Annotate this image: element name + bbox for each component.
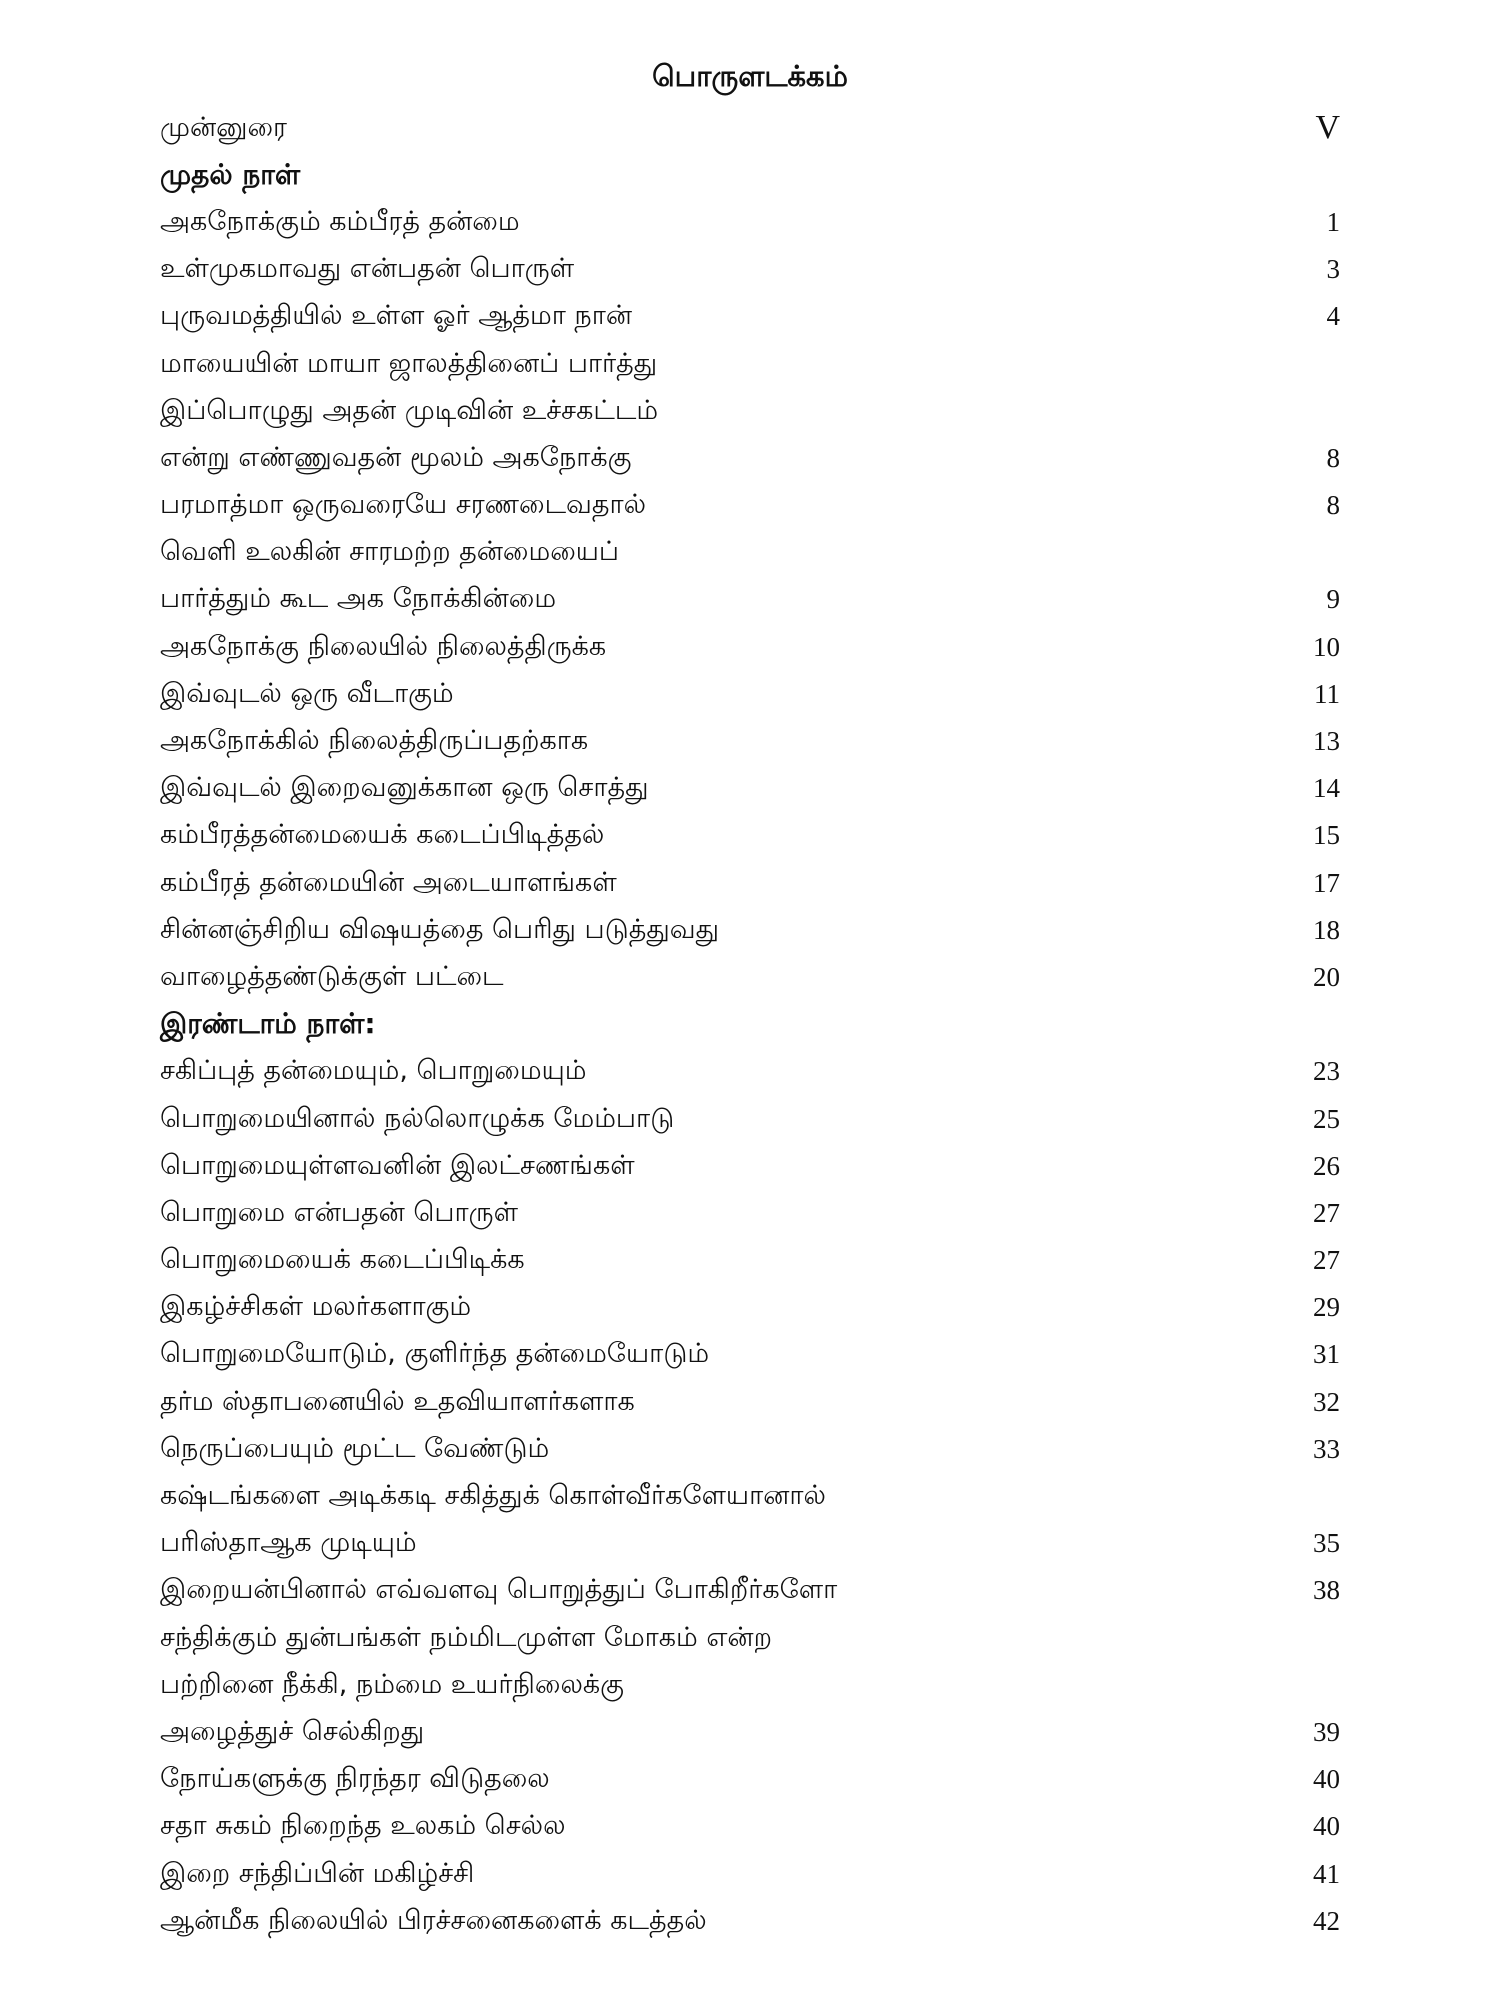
toc-page-number: 27: [1313, 1245, 1340, 1276]
toc-entry-title: இரண்டாம் நாள்:: [160, 1007, 376, 1041]
toc-entry-title: இறையன்பினால் எவ்வளவு பொறுத்துப் போகிறீர்களோ: [160, 1574, 838, 1606]
toc-entry: [160, 1142, 1340, 1189]
toc-entry-title: இகழ்ச்சிகள் மலர்களாகும்: [160, 1291, 472, 1323]
toc-entry-title: சதா சுகம் நிறைந்த உலகம் செல்ல: [160, 1810, 566, 1842]
toc-entry-title: புருவமத்தியில் உள்ள ஓர் ஆத்மா நான்: [160, 300, 632, 332]
toc-entry: [160, 482, 1340, 529]
toc-entry: [160, 1520, 1340, 1567]
toc-page-number: 33: [1313, 1433, 1340, 1464]
toc-entry-title: பரமாத்மா ஒருவரையே சரணடைவதால்: [160, 489, 646, 521]
toc-page-number: 8: [1326, 442, 1340, 473]
toc-entry: [160, 906, 1340, 953]
toc-entry: [160, 1378, 1340, 1425]
toc-entry-title: கம்பீரத்தன்மையைக் கடைப்பிடித்தல்: [160, 819, 605, 851]
toc-page-number: 40: [1313, 1764, 1340, 1795]
toc-entry-title: ஆன்மீக நிலையில் பிரச்சனைகளைக் கடத்தல்: [160, 1904, 707, 1936]
toc-entry: [160, 1189, 1340, 1236]
toc-entry: [160, 387, 1340, 434]
toc-entry-title: கஷ்டங்களை அடிக்கடி சகித்துக் கொள்வீர்களேயானால்: [160, 1480, 826, 1512]
section-heading: [160, 151, 1340, 198]
toc-entry-title: இவ்வுடல் ஒரு வீடாகும்: [160, 677, 454, 709]
toc-page-number: 15: [1313, 820, 1340, 851]
toc-entry-title: அழைத்துச் செல்கிறது: [160, 1715, 425, 1747]
toc-entry: [160, 529, 1340, 576]
toc-page-number: 23: [1313, 1056, 1340, 1087]
toc-entry-preface: [160, 104, 1340, 151]
toc-page-number: 32: [1313, 1386, 1340, 1417]
toc-entry-title: பற்றினை நீக்கி, நம்மை உயர்நிலைக்கு: [160, 1668, 624, 1700]
toc-entry: [160, 1095, 1340, 1142]
toc-entry-title: பார்த்தும் கூட அக நோக்கின்மை: [160, 583, 557, 615]
toc-entry: [160, 812, 1340, 859]
toc-entry: [160, 1708, 1340, 1755]
toc-page-number: 31: [1313, 1339, 1340, 1370]
toc-page-number: 25: [1313, 1103, 1340, 1134]
toc-page-number: 42: [1313, 1905, 1340, 1936]
toc-page-number: 11: [1314, 678, 1340, 709]
toc-page-number: 8: [1326, 490, 1340, 521]
toc-entry-title: சகிப்புத் தன்மையும், பொறுமையும்: [160, 1055, 587, 1087]
toc-page-number: 40: [1313, 1811, 1340, 1842]
toc-entry-title: பொறுமை என்பதன் பொருள்: [160, 1196, 518, 1228]
toc-entry-title: நெருப்பையும் மூட்ட வேண்டும்: [160, 1432, 550, 1464]
toc-entry-title: பொறுமையோடும், குளிர்ந்த தன்மையோடும்: [160, 1338, 710, 1370]
toc-entry-title: இறை சந்திப்பின் மகிழ்ச்சி: [160, 1857, 475, 1889]
toc-entry: [160, 859, 1340, 906]
toc-entry: [160, 717, 1340, 764]
toc-entry: [160, 670, 1340, 717]
toc-entry: [160, 1756, 1340, 1803]
section-heading: [160, 1001, 1340, 1048]
toc-entry-title: மாயையின் மாயா ஜாலத்தினைப் பார்த்து: [160, 347, 658, 379]
toc-entry-title: அகநோக்கில் நிலைத்திருப்பதற்காக: [160, 725, 589, 757]
toc-entry-title: வாழைத்தண்டுக்குள் பட்டை: [160, 960, 504, 992]
toc-entry-title: பொறுமையுள்ளவனின் இலட்சணங்கள்: [160, 1149, 635, 1181]
toc-entry-title: அகநோக்கு நிலையில் நிலைத்திருக்க: [160, 630, 607, 662]
toc-entry: [160, 293, 1340, 340]
table-of-contents: [160, 104, 1340, 1944]
toc-entry: [160, 953, 1340, 1000]
toc-entry-title: உள்முகமாவது என்பதன் பொருள்: [160, 253, 575, 285]
toc-entry-title: பரிஸ்தாஆக முடியும்: [160, 1527, 417, 1559]
toc-entry-title: தர்ம ஸ்தாபனையில் உதவியாளர்களாக: [160, 1385, 635, 1417]
toc-page-number: 35: [1313, 1528, 1340, 1559]
toc-entry: [160, 1614, 1340, 1661]
toc-entry: [160, 765, 1340, 812]
toc-page-number: 3: [1326, 254, 1340, 285]
toc-entry-title: பொறுமையைக் கடைப்பிடிக்க: [160, 1244, 525, 1276]
toc-page-number: 18: [1313, 914, 1340, 945]
toc-page-number: 29: [1313, 1292, 1340, 1323]
toc-entry-title: பொறுமையினால் நல்லொழுக்க மேம்பாடு: [160, 1102, 675, 1134]
toc-entry-title: என்று எண்ணுவதன் மூலம் அகநோக்கு: [160, 441, 632, 473]
toc-entry: [160, 1850, 1340, 1897]
toc-entry: [160, 198, 1340, 245]
toc-page-number: 26: [1313, 1150, 1340, 1181]
toc-entry-title: முதல் நாள்: [160, 157, 301, 191]
page-title: பொருளடக்கம்: [652, 59, 848, 93]
toc-page-number: 1: [1326, 206, 1340, 237]
toc-entry-title: நோய்களுக்கு நிரந்தர விடுதலை: [160, 1763, 550, 1795]
toc-entry: [160, 576, 1340, 623]
toc-page-number: 13: [1313, 726, 1340, 757]
toc-entry: [160, 1048, 1340, 1095]
toc-entry-title: இப்பொழுது அதன் முடிவின் உச்சகட்டம்: [160, 394, 659, 426]
toc-entry: [160, 1803, 1340, 1850]
toc-entry: [160, 623, 1340, 670]
toc-entry: [160, 1661, 1340, 1708]
toc-entry-title: சின்னஞ்சிறிய விஷயத்தை பெரிது படுத்துவது: [160, 913, 719, 945]
toc-entry-title: முன்னுரை: [160, 111, 287, 143]
toc-page-number: 38: [1313, 1575, 1340, 1606]
toc-entry-title: அகநோக்கும் கம்பீரத் தன்மை: [160, 205, 520, 237]
toc-entry: [160, 246, 1340, 293]
toc-entry: [160, 434, 1340, 481]
toc-page-number: V: [1315, 108, 1340, 146]
toc-entry: [160, 1897, 1340, 1944]
toc-page-number: 20: [1313, 961, 1340, 992]
toc-page-number: 27: [1313, 1197, 1340, 1228]
toc-page-number: 39: [1313, 1716, 1340, 1747]
toc-entry: [160, 1567, 1340, 1614]
toc-page-number: 10: [1313, 631, 1340, 662]
toc-entry: [160, 1331, 1340, 1378]
toc-entry: [160, 1425, 1340, 1472]
toc-page-number: 9: [1326, 584, 1340, 615]
toc-entry-title: கம்பீரத் தன்மையின் அடையாளங்கள்: [160, 866, 617, 898]
toc-entry: [160, 1237, 1340, 1284]
toc-entry: [160, 340, 1340, 387]
toc-entry: [160, 1472, 1340, 1519]
toc-page-number: 41: [1313, 1858, 1340, 1889]
toc-entry: [160, 1284, 1340, 1331]
toc-page-number: 4: [1326, 301, 1340, 332]
toc-page-number: 14: [1313, 773, 1340, 804]
toc-page-number: 17: [1313, 867, 1340, 898]
toc-entry-title: இவ்வுடல் இறைவனுக்கான ஒரு சொத்து: [160, 772, 649, 804]
toc-entry-title: சந்திக்கும் துன்பங்கள் நம்மிடமுள்ள மோகம் என்ற: [160, 1621, 772, 1653]
toc-entry-title: வெளி உலகின் சாரமற்ற தன்மையைப்: [160, 536, 619, 568]
